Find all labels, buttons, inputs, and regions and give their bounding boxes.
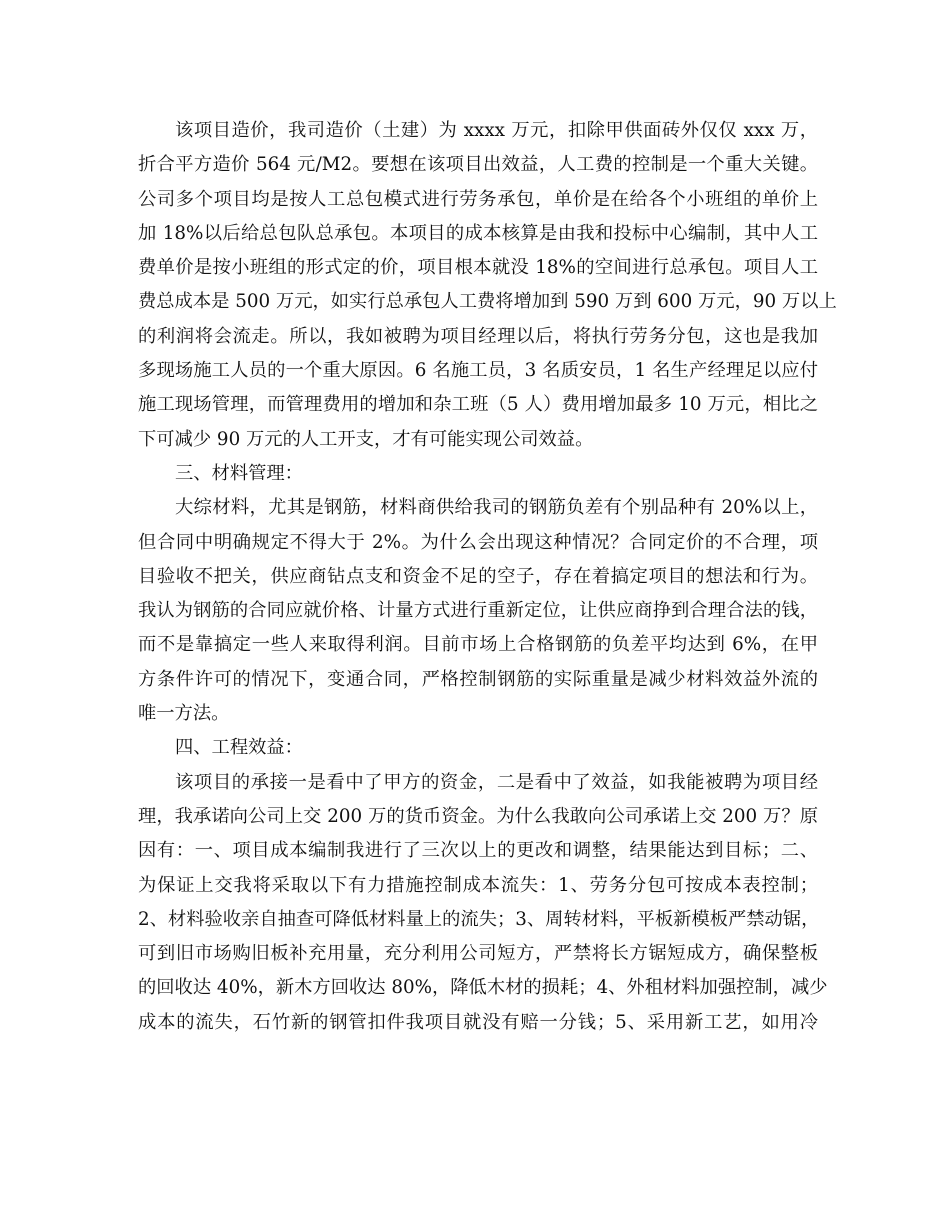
paragraph-line: 理，我承诺向公司上交 200 万的货币资金。为什么我敢向公司承诺上交 200 万？原 <box>138 805 818 827</box>
paragraph-line: 多现场施工人员的一个重大原因。6 名施工员，3 名质安员，1 名生产经理足以应付 <box>138 360 818 382</box>
section-heading-materials: 三、材料管理： <box>175 462 303 484</box>
paragraph-line: 费单价是按小班组的形式定的价，项目根本就没 18%的空间进行总承包。项目人工 <box>138 257 818 279</box>
paragraph-line: 公司多个项目均是按人工总包模式进行劳务承包，单价是在给各个小班组的单价上 <box>138 188 818 210</box>
paragraph-line: 加 18%以后给总包队总承包。本项目的成本核算是由我和投标中心编制，其中人工 <box>138 222 818 244</box>
paragraph-line: 为保证上交我将采取以下有力措施控制成本流失：1、劳务分包可按成本表控制； <box>138 874 818 896</box>
paragraph-line: 该项目的承接一是看中了甲方的资金，二是看中了效益，如我能被聘为项目经 <box>175 771 818 793</box>
paragraph-line: 而不是靠搞定一些人来取得利润。目前市场上合格钢筋的负差平均达到 6%，在甲 <box>138 634 818 656</box>
paragraph-line: 方条件许可的情况下，变通合同，严格控制钢筋的实际重量是减少材料效益外流的 <box>138 668 818 690</box>
paragraph-line: 该项目造价，我司造价（土建）为 xxxx 万元，扣除甲供面砖外仅仅 xxx 万， <box>175 120 818 141</box>
paragraph-line: 大综材料，尤其是钢筋，材料商供给我司的钢筋负差有个别品种有 20%以上， <box>175 497 818 519</box>
paragraph-line: 施工现场管理，而管理费用的增加和杂工班（5 人）费用增加最多 10 万元，相比之 <box>138 394 818 416</box>
section-heading-benefits: 四、工程效益： <box>175 737 303 759</box>
paragraph-line: 费总成本是 500 万元，如实行总承包人工费将增加到 590 万到 600 万元，90 万以上 <box>138 291 837 313</box>
body-text <box>138 114 837 1040</box>
paragraph-line: 的回收达 40%，新木方回收达 80%，降低木材的损耗；4、外租材料加强控制，减少 <box>138 977 828 999</box>
paragraph-line: 的利润将会流走。所以，我如被聘为项目经理以后，将执行劳务分包，这也是我加 <box>138 325 818 347</box>
paragraph-line: 成本的流失，石竹新的钢管扣件我项目就没有赔一分钱；5、采用新工艺，如用冷 <box>138 1011 818 1033</box>
paragraph-line: 唯一方法。 <box>138 703 230 725</box>
paragraph-line: 可到旧市场购旧板补充用量，充分利用公司短方，严禁将长方锯短成方，确保整板 <box>138 943 818 965</box>
paragraph-line: 下可减少 90 万元的人工开支，才有可能实现公司效益。 <box>138 428 594 450</box>
paragraph-line: 因有：一、项目成本编制我进行了三次以上的更改和调整，结果能达到目标；二、 <box>138 840 818 862</box>
paragraph-line: 我认为钢筋的合同应就价格、计量方式进行重新定位，让供应商挣到合理合法的钱， <box>138 600 818 622</box>
paragraph-line: 目验收不把关，供应商钻点支和资金不足的空子，存在着搞定项目的想法和行为。 <box>138 565 818 587</box>
paragraph-line: 2、材料验收亲自抽查可降低材料量上的流失；3、周转材料，平板新模板严禁动锯， <box>138 908 820 930</box>
paragraph-line: 但合同中明确规定不得大于 2%。为什么会出现这种情况？合同定价的不合理，项 <box>138 531 818 553</box>
paragraph-line: 折合平方造价 564 元/M2。要想在该项目出效益，人工费的控制是一个重大关键。 <box>138 154 818 176</box>
